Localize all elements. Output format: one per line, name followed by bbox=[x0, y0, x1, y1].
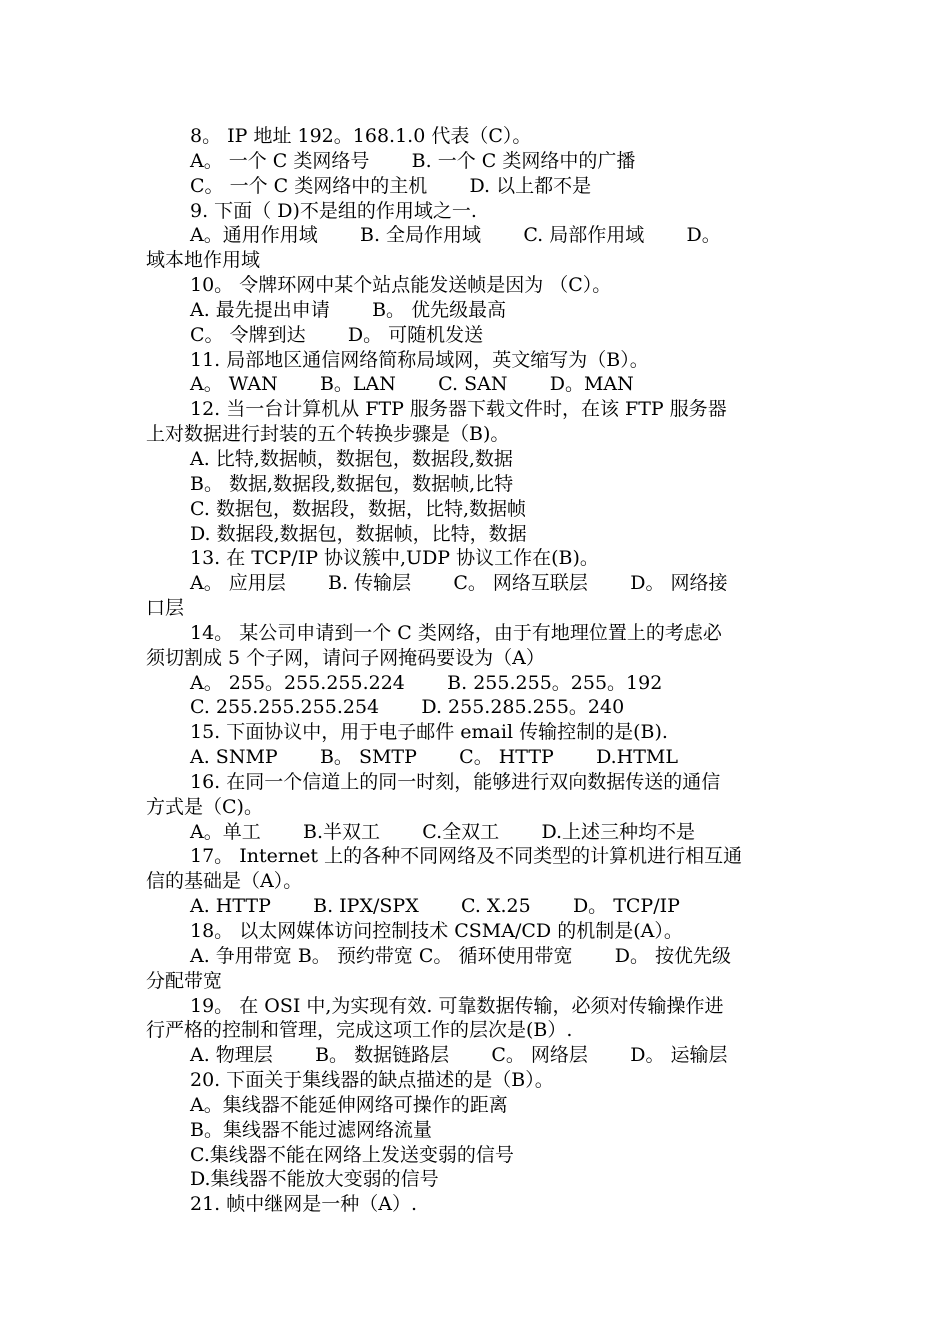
text-line: 11. 局部地区通信网络简称局域网，英文缩写为（B）。 bbox=[190, 348, 649, 371]
text-line: 上对数据进行封装的五个转换步骤是（B)。 bbox=[146, 423, 510, 446]
text-line: 12. 当一台计算机从 FTP 服务器下载文件时，在该 FTP 服务器 bbox=[190, 398, 727, 421]
text-line: D.集线器不能放大变弱的信号 bbox=[190, 1168, 439, 1191]
text-line: 须切割成 5 个子网，请问子网掩码要设为（A） bbox=[146, 646, 545, 669]
text-line: A. SNMP B。 SMTP C。 HTTP D.HTML bbox=[190, 746, 678, 769]
text-line: 8。 IP 地址 192。168.1.0 代表（C）。 bbox=[190, 125, 532, 147]
text-line: 域本地作用域 bbox=[146, 249, 261, 272]
text-line: 行严格的控制和管理，完成这项工作的层次是(B）. bbox=[146, 1019, 573, 1042]
text-line: 9. 下面（ D)不是组的作用域之一. bbox=[190, 199, 477, 222]
text-line: 19。 在 OSI 中,为实现有效. 可靠数据传输，必须对传输操作进 bbox=[190, 994, 724, 1017]
text-line: 15. 下面协议中，用于电子邮件 email 传输控制的是(B). bbox=[190, 721, 668, 744]
text-line: 21. 帧中继网是一种（A）. bbox=[190, 1193, 418, 1216]
text-line: A。通用作用域 B. 全局作用域 C. 局部作用域 D。 bbox=[190, 224, 721, 247]
text-line: A。 WAN B。LAN C. SAN D。MAN bbox=[190, 373, 634, 396]
text-line: B。集线器不能过滤网络流量 bbox=[190, 1118, 432, 1141]
text-line: A. HTTP B. IPX/SPX C. X.25 D。 TCP/IP bbox=[190, 895, 680, 918]
text-line: D. 数据段,数据包，数据帧，比特，数据 bbox=[190, 522, 527, 545]
text-line: C.集线器不能在网络上发送变弱的信号 bbox=[190, 1143, 514, 1166]
text-line: 13. 在 TCP/IP 协议簇中,UDP 协议工作在(B)。 bbox=[190, 547, 599, 570]
document-body bbox=[146, 124, 810, 1217]
text-line: A. 最先提出申请 B。 优先级最高 bbox=[190, 298, 507, 321]
text-line: A。单工 B.半双工 C.全双工 D.上述三种均不是 bbox=[190, 820, 696, 843]
text-line: 18。 以太网媒体访问控制技术 CSMA/CD 的机制是(A）。 bbox=[190, 920, 683, 942]
text-line: A。 255。255.255.224 B. 255.255。255。192 bbox=[190, 671, 663, 694]
text-line: B。 数据,数据段,数据包，数据帧,比特 bbox=[190, 472, 514, 495]
text-line: A。 应用层 B. 传输层 C。 网络互联层 D。 网络接 bbox=[190, 572, 728, 595]
text-line: 分配带宽 bbox=[146, 969, 223, 992]
text-line: 20. 下面关于集线器的缺点描述的是（B）。 bbox=[190, 1069, 554, 1092]
text-line: A. 争用带宽 B。 预约带宽 C。 循环使用带宽 D。 按优先级 bbox=[190, 944, 732, 967]
text-line: A。 一个 C 类网络号 B. 一个 C 类网络中的广播 bbox=[190, 149, 636, 172]
text-line: 方式是（C)。 bbox=[146, 795, 263, 818]
text-line: C. 255.255.255.254 D. 255.285.255。240 bbox=[190, 696, 625, 719]
text-line: 信的基础是（A）。 bbox=[146, 870, 303, 893]
text-line: A. 物理层 B。 数据链路层 C。 网络层 D。 运输层 bbox=[190, 1044, 728, 1067]
text-line: 16. 在同一个信道上的同一时刻，能够进行双向数据传送的通信 bbox=[190, 770, 721, 793]
text-line: A. 比特,数据帧，数据包，数据段,数据 bbox=[190, 447, 513, 470]
text-line: C。 一个 C 类网络中的主机 D. 以上都不是 bbox=[190, 174, 592, 197]
text-line: A。集线器不能延伸网络可操作的距离 bbox=[190, 1093, 508, 1116]
text-line: C. 数据包，数据段，数据，比特,数据帧 bbox=[190, 497, 526, 520]
text-line: C。 令牌到达 D。 可随机发送 bbox=[190, 323, 484, 346]
text-line: 10。 令牌环网中某个站点能发送帧是因为 （C）。 bbox=[190, 274, 612, 297]
text-line: 17。 Internet 上的各种不同网络及不同类型的计算机进行相互通 bbox=[190, 845, 743, 868]
text-line: 口层 bbox=[146, 597, 185, 620]
text-line: 14。 某公司申请到一个 C 类网络，由于有地理位置上的考虑必 bbox=[190, 621, 722, 644]
